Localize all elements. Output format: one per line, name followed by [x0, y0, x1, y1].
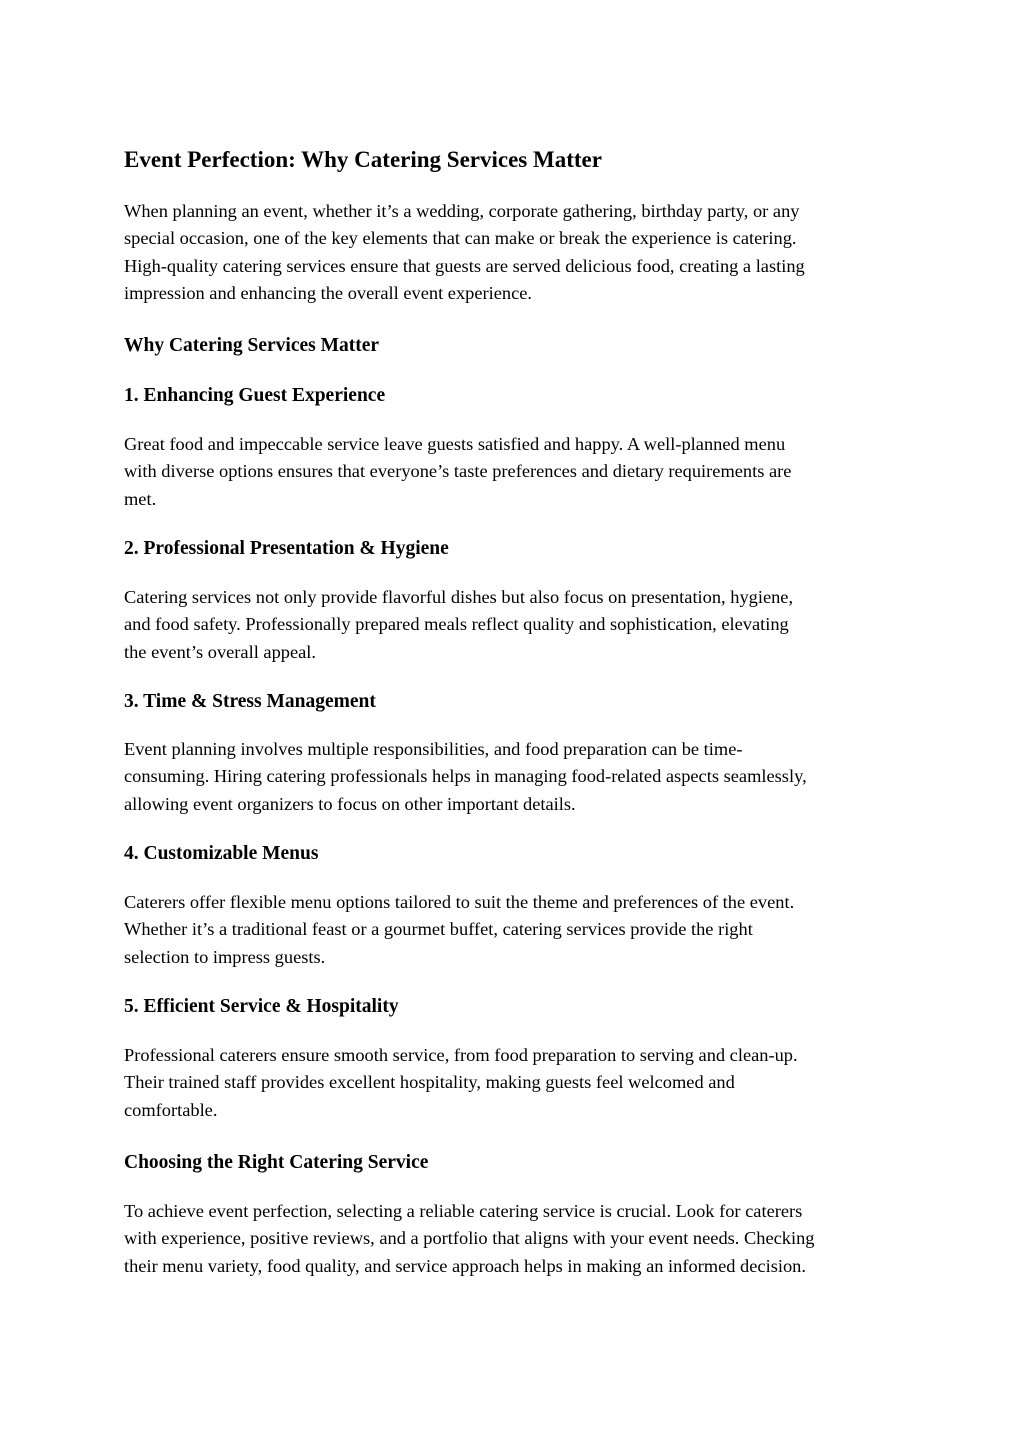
paragraph-line: their menu variety, food quality, and service approach helps in making an informed decision.	[124, 1255, 806, 1276]
intro-paragraph	[124, 198, 904, 308]
intro-line: special occasion, one of the key elements that can make or break the experience is catering.	[124, 228, 797, 249]
section-paragraph-4	[124, 889, 904, 971]
why-heading: Why Catering Services Matter	[124, 335, 380, 356]
section-heading-4: 4. Customizable Menus	[124, 843, 319, 864]
section-paragraph-5	[124, 1042, 904, 1124]
paragraph-line: Event planning involves multiple responsibilities, and food preparation can be time-	[124, 739, 743, 759]
paragraph-line: met.	[124, 488, 157, 509]
page-title: Event Perfection: Why Catering Services Matter	[124, 147, 602, 172]
paragraph-line: the event’s overall appeal.	[124, 641, 316, 662]
section-paragraph-2	[124, 584, 904, 666]
paragraph-line: selection to impress guests.	[124, 946, 326, 967]
paragraph-line: and food safety. Professionally prepared meals reflect quality and sophistication, elevating	[124, 614, 789, 635]
section-paragraph-1	[124, 431, 904, 513]
paragraph-line: consuming. Hiring catering professionals helps in managing food-related aspects seamlessly,	[124, 766, 807, 787]
paragraph-line: Catering services not only provide flavorful dishes but also focus on presentation, hygiene,	[124, 587, 794, 607]
section-heading-5: 5. Efficient Service & Hospitality	[124, 996, 399, 1017]
choosing-heading: Choosing the Right Catering Service	[124, 1152, 429, 1173]
paragraph-line: Great food and impeccable service leave guests satisfied and happy. A well-planned menu	[124, 434, 786, 454]
intro-line: impression and enhancing the overall event experience.	[124, 283, 533, 304]
section-heading-2: 2. Professional Presentation & Hygiene	[124, 538, 449, 559]
intro-line: When planning an event, whether it’s a wedding, corporate gathering, birthday party, or any	[124, 201, 800, 221]
paragraph-line: with experience, positive reviews, and a portfolio that aligns with your event needs. Checking	[124, 1228, 815, 1249]
paragraph-line: To achieve event perfection, selecting a reliable catering service is crucial. Look for caterers	[124, 1201, 803, 1221]
section-paragraph-3	[124, 736, 904, 818]
paragraph-line: comfortable.	[124, 1099, 218, 1120]
paragraph-line: allowing event organizers to focus on other important details.	[124, 793, 576, 814]
intro-line: High-quality catering services ensure that guests are served delicious food, creating a lasting	[124, 255, 805, 276]
paragraph-line: Their trained staff provides excellent hospitality, making guests feel welcomed and	[124, 1072, 735, 1093]
section-heading-3: 3. Time & Stress Management	[124, 691, 376, 712]
paragraph-line: Whether it’s a traditional feast or a gourmet buffet, catering services provide the right	[124, 919, 753, 940]
paragraph-line: Professional caterers ensure smooth service, from food preparation to serving and clean-up.	[124, 1045, 798, 1065]
choosing-paragraph	[124, 1198, 904, 1280]
paragraph-line: with diverse options ensures that everyone’s taste preferences and dietary requirements are	[124, 461, 792, 482]
paragraph-line: Caterers offer flexible menu options tailored to suit the theme and preferences of the event.	[124, 892, 795, 912]
section-heading-1: 1. Enhancing Guest Experience	[124, 385, 386, 406]
